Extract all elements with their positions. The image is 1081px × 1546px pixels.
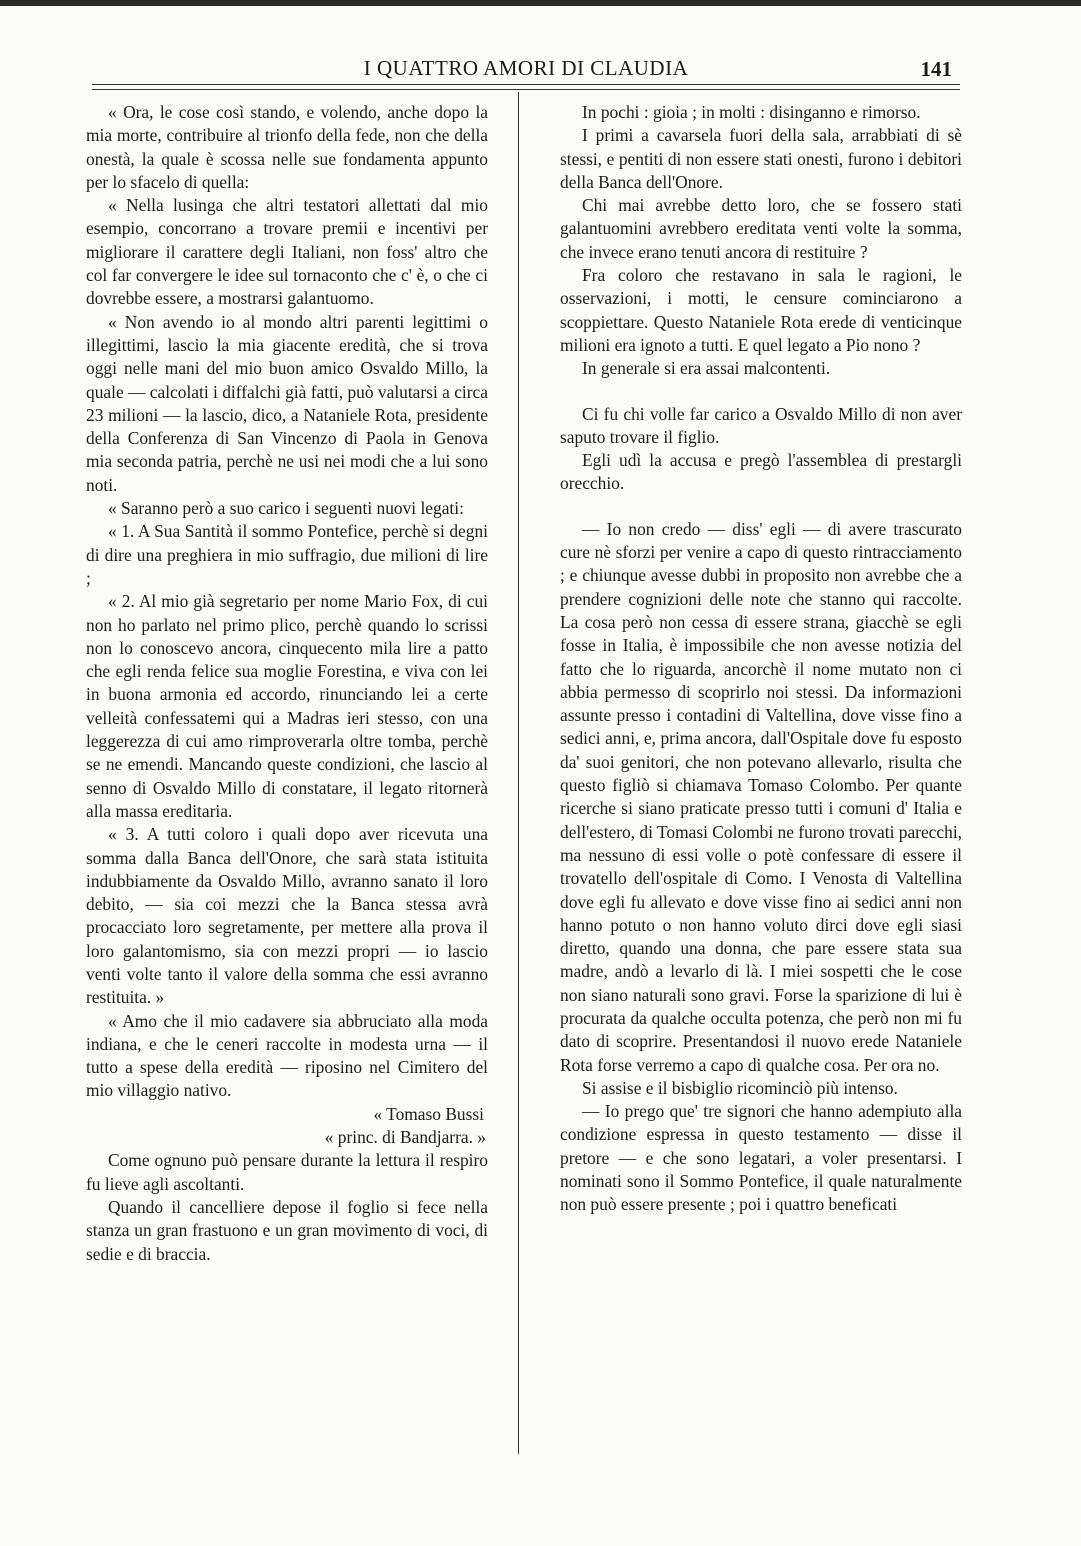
paragraph: In generale si era assai malcontenti.: [582, 358, 831, 379]
paragraph: « Amo che il mio cadavere sia abbruciato alla moda indiana, e che le ceneri raccolte in modesta urna — il tutto a spese della eredità — riposino nel Cimitero del mio villaggio nativo.: [86, 1010, 488, 1101]
paragraph: « Saranno però a suo carico i seguenti nuovi legati:: [108, 498, 464, 519]
right-column: [560, 101, 962, 1217]
paragraph: Come ognuno può pensare durante la lettura il respiro fu lieve agli ascoltanti.: [86, 1150, 488, 1194]
left-column: [86, 101, 488, 1266]
paragraph: — Io non credo — diss' egli — di avere trascurato cure nè sforzi per venire a capo di questo rintracciamento ; e chiunque avesse dubbi in proposito non avrebbe che a prendere cognizioni delle note che stanno qui raccolte. La cosa però non cessa di essere strana, giacchè se egli fosse in Italia, è impossibile che non avesse notizia del fatto che lo riguarda, ancorchè il nome mutato non ci abbia permesso di scoprirlo noi stessi. Da informazioni assunte presso i contadini di Valtellina, dove visse fino a sedici anni, e, prima ancora, dall'Ospitale dove fu esposto da' suoi genitori, che non potevano allevarlo, risulta che questo figliò si chiamava Tomaso Colombo. Per quante ricerche si siano praticate presso tutti i comuni d' Italia e dell'estero, di Tomasi Colombi ne furono trovati parecchi, ma nessuno di essi volle o potè confessare di essere il trovatello dell'ospitale di Como. I Venosta di Valtellina dove egli fu allevato e dove visse fino ai sedici anni non hanno potuto o non hanno voluto dirci dove egli siasi diretto, quando una donna, che pare essere stata sua madre, andò a levarlo di là. I miei sospetti che le cose non siano naturali sono gravi. Forse la sparizione di lui è procurata da qualche occulta potenza, che però non mi fu dato di scoprire. Presentandosi il nuovo erede Nataniele Rota forse verremo a capo di qualche cosa. Per ora no.: [560, 518, 962, 1075]
paragraph: « 1. A Sua Santità il sommo Pontefice, perchè si degni di dire una preghiera in mio suffragio, due milioni di lire ;: [86, 521, 488, 588]
paragraph: I primi a cavarsela fuori della sala, arrabbiati di sè stessi, e pentiti di non essere stati onesti, furono i debitori della Banca dell'Onore.: [560, 125, 962, 192]
paragraph: « 3. A tutti coloro i quali dopo aver ricevuta una somma dalla Banca dell'Onore, che sarà stata istituita indubbiamente da Osvaldo Millo, avranno sanato il loro debito, — sia coi mezzi che la Banca stessa avrà procacciato loro segretamente, per mettere alla prova il loro galantomismo, sia con mezzi propri — io lascio venti volte tanto il valore della somma che essi avranno restituita. »: [86, 824, 488, 1008]
paragraph: « Nella lusinga che altri testatori allettati dal mio esempio, concorrano a trovare premii e incentivi per migliorare il carattere degli Italiani, non foss' altro che col far convergere le idee sul tornaconto che c' è, o che ci dovrebbe essere, a mostrarsi galantuomo.: [86, 195, 488, 309]
paragraph: — Io prego que' tre signori che hanno adempiuto alla condizione espressa in questo testamento — disse il pretore — e che sono legatari, a voler presentarsi. I nominati sono il Sommo Pontefice, il quale naturalmente non può essere presente ; poi i quattro beneficati: [560, 1101, 962, 1215]
running-header: [92, 56, 960, 86]
paragraph: « Ora, le cose così stando, e volendo, anche dopo la mia morte, contribuire al trionfo della fede, non che della onestà, la quale è scossa nelle sue fondamenta appunto per lo sfacelo di quella:: [86, 102, 488, 192]
paragraph: « Non avendo io al mondo altri parenti legittimi o illegittimi, lascio la mia giacente eredità, che si trova oggi nelle mani del mio buon amico Osvaldo Millo, la quale — calcolati i diffalchi già fatti, può valutarsi a circa 23 milioni — la lascio, dico, a Nataniele Rota, presidente della Conferenza di San Vincenzo di Paola in Genova mia seconda patria, perchè ne usi nei modi che a lui sono noti.: [86, 311, 488, 495]
page-top-edge: [0, 0, 1081, 6]
running-title: I QUATTRO AMORI DI CLAUDIA: [363, 56, 689, 80]
header-rule: [92, 84, 960, 85]
paragraph: Quando il cancelliere depose il foglio si fece nella stanza un gran frastuono e un gran movimento di voci, di sedie e di braccia.: [86, 1196, 488, 1264]
paragraph: Si assise e il bisbiglio ricominciò più intenso.: [582, 1077, 898, 1098]
paragraph: In pochi : gioia ; in molti : disinganno e rimorso.: [582, 102, 921, 122]
paragraph: « 2. Al mio già segretario per nome Mario Fox, di cui non ho parlato nel primo plico, perchè quando lo scrissi non lo conoscevo ancora, cinquecento mila lire a patto che egli renda felice sua moglie Forestina, e viva con lei in buona armonia ed accordo, rinunciando lei a certe velleità confessatemi qui a Madras ieri stesso, con una leggerezza di cui amo rimproverarla oltre tomba, perchè se ne emendi. Mancando queste condizioni, che lascio al senno di Osvaldo Millo di constatare, il legato ritornerà alla massa ereditaria.: [86, 591, 488, 821]
paragraph: Egli udì la accusa e pregò l'assemblea di prestargli orecchio.: [560, 450, 962, 494]
header-rule-thin: [92, 89, 960, 90]
paragraph: Ci fu chi volle far carico a Osvaldo Millo di non aver saputo trovare il figlio.: [560, 403, 962, 447]
paragraph: Chi mai avrebbe detto loro, che se fossero stati galantuomini avrebbero ereditata venti volte la somma, che invece erano tenuti ancora di restituire ?: [560, 195, 962, 262]
paragraph: Fra coloro che restavano in sala le ragioni, le osservazioni, i motti, le censure cominciarono a scoppiettare. Questo Nataniele Rota erede di venticinque milioni era ignoto a tutti. E quel legato a Pio nono ?: [560, 265, 962, 355]
column-divider: [518, 92, 519, 1454]
signature-name: « Tomaso Bussi: [373, 1103, 484, 1124]
signature-title: « princ. di Bandjarra. »: [324, 1127, 486, 1148]
page-number: 141: [920, 57, 952, 81]
